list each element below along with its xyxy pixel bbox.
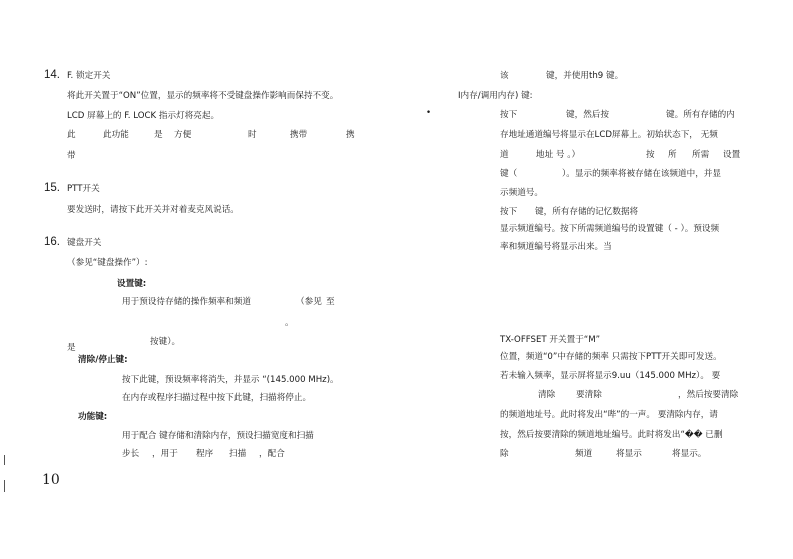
memory-line-3-w6: 设置 [723, 150, 741, 160]
tx-offset-line-4-w2: 要清除 [576, 390, 602, 400]
bullet: • [426, 108, 432, 118]
set-key-line-1: 用于预设待存储的操作频率和频道 [122, 297, 251, 307]
set-key-heading: 设置键: [117, 279, 147, 289]
section-14-title: F. 锁定开关 [67, 71, 111, 81]
section-14-line-1: 将此开关置于“ON”位置，显示的频率将不受键盘操作影响而保持不变。 [67, 91, 339, 101]
section-14-line-3-w4: 方便 [174, 130, 192, 140]
tx-offset-line-7-w1: 除 [500, 449, 509, 459]
tx-offset-line-4-w1: 清除 [538, 390, 556, 400]
memory-line-5: 示频道号。 [500, 188, 543, 198]
memory-line-2: 存地址通道编号将显示在LCD屏幕上。初始状态下， 无频 [500, 130, 718, 140]
set-key-is: 是 [67, 343, 76, 353]
function-key-line-2-w1: 步长 [122, 449, 140, 459]
memory-line-6-w2: 键，所有存储的记忆数据将 [535, 207, 639, 217]
memory-key-heading: I内存/调用内存) 键: [458, 91, 533, 101]
memory-line-7: 显示频道编号。按下所需频道编号的设置键（ - ）。预设频 [500, 224, 720, 234]
section-16-title: 键盘开关 [67, 238, 102, 248]
right-line-1-w1: 该 [500, 71, 509, 81]
function-key-line-2-w2: ，用于 [152, 449, 178, 459]
section-14-number: 14. [44, 69, 60, 81]
memory-line-3-w1: 道 [500, 150, 509, 160]
memory-line-3-w5: 所需 [692, 150, 710, 160]
section-14-line-3-w5: 时 [248, 130, 257, 140]
memory-line-4-w2: ）。显示的频率将被存储在该频道中，并显 [562, 169, 721, 179]
tx-offset-line-7-w2: 频道 [575, 449, 593, 459]
tx-offset-line-2: 位置，频道“0”中存储的频率 只需按下PTT开关即可发送。 [500, 352, 722, 362]
tx-offset-line-3: 若未输入频率，显示屏将显示9.uu（145.000 MHz）。 要 [500, 371, 721, 381]
memory-line-3-w2: 地址 号 。） [536, 150, 581, 160]
section-16-reference: （参见“键盘操作”）: [67, 258, 148, 268]
function-key-line-1: 用于配合 键存储和清除内存，预设扫描宽度和扫描 [122, 431, 314, 441]
tx-offset-line-7-w3: 将显示 [616, 449, 642, 459]
section-15-number: 15. [44, 182, 60, 194]
memory-line-3-w4: 所 [668, 150, 677, 160]
memory-line-1-w1: 按下 [500, 110, 518, 120]
section-14-line-2: LCD 屏幕上的 F. LOCK 指示灯将亮起。 [67, 111, 220, 121]
section-16-number: 16. [44, 236, 60, 248]
memory-line-6-w1: 按下 [500, 207, 518, 217]
function-key-line-2-w4: 扫描 [229, 449, 247, 459]
memory-line-8: 率和频道编号将显示出来。当 [500, 242, 612, 252]
section-15-title: PTT开关 [67, 184, 100, 194]
memory-line-3-w3: 按 [646, 150, 655, 160]
tx-offset-line-7-w4: 将显示。 [672, 449, 707, 459]
section-14-line-3-w7: 携 [346, 130, 355, 140]
page-number: 10 [42, 472, 60, 488]
function-key-line-2-w5: ，配合 [259, 449, 285, 459]
set-key-line-1-ref: （参见 [296, 297, 322, 307]
section-14-line-3-w1: 此 [67, 130, 76, 140]
function-key-line-2-w3: 程序 [196, 449, 214, 459]
memory-line-1-w3: 键。所有存储的内 [666, 110, 735, 120]
clear-stop-line-2: 在内存或程序扫描过程中按下此键，扫描将停止。 [122, 393, 312, 403]
function-key-heading: 功能键: [78, 412, 108, 422]
tx-offset-line-1: TX-OFFSET 开关置于“M” [500, 335, 601, 345]
tx-offset-line-5: 的频道地址号。此时将发出“哔”的一声。 要清除内存，请 [500, 410, 718, 420]
section-14-line-3-w3: 是 [154, 130, 163, 140]
margin-mark-2 [4, 480, 5, 492]
section-14-line-3-w2: 此功能 [103, 130, 129, 140]
section-15-line-1: 要发送时，请按下此开关并对着麦克风说话。 [67, 205, 239, 215]
tx-offset-line-4-w3: ，然后按要清除 [678, 390, 739, 400]
clear-stop-line-1: 按下此键，预设频率将消失，并显示 “(145.000 MHz)。 [122, 375, 339, 385]
memory-line-4-w1: 键（ [500, 169, 518, 179]
section-14-line-3-w6: 携带 [290, 130, 308, 140]
right-line-1-w2: 键，并使用th9 键。 [546, 71, 624, 81]
set-key-close: 按键）。 [150, 337, 181, 347]
set-key-line-1-to: 至 [326, 297, 335, 307]
section-14-line-4: 带 [67, 151, 76, 161]
margin-mark-1 [4, 455, 5, 465]
set-key-period: 。 [285, 318, 294, 328]
memory-line-1-w2: 键，然后按 [566, 110, 609, 120]
tx-offset-line-6: 按，然后按要清除的频道地址编号。此时将发出“�� 已删 [500, 430, 723, 440]
clear-stop-key-heading: 清除/停止键: [78, 355, 128, 365]
